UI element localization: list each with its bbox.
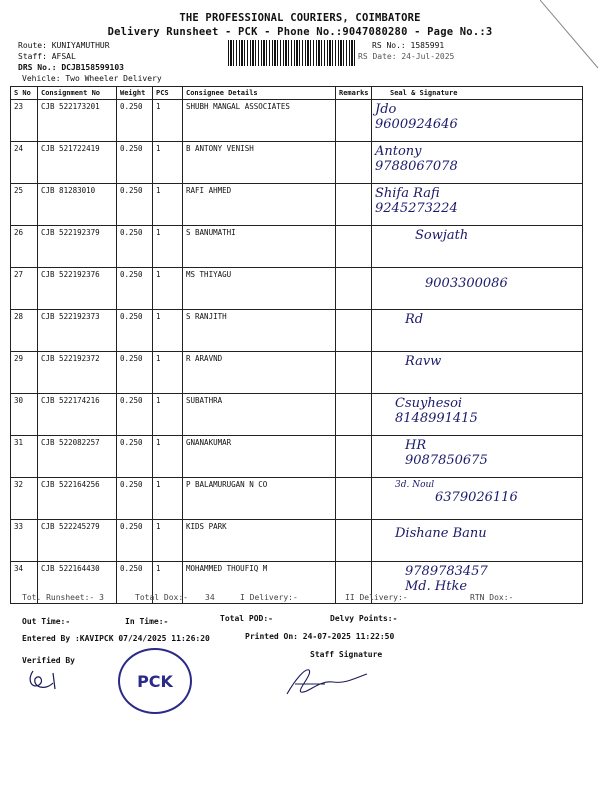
cell-consignment: CJB 522173201 [38, 100, 117, 142]
rs-date: RS Date: 24-Jul-2025 [358, 52, 455, 61]
cell-weight: 0.250 [117, 100, 153, 142]
cell-pcs: 1 [153, 310, 183, 352]
handwritten-signature: Antony [375, 144, 422, 159]
cell-pcs: 1 [153, 520, 183, 562]
handwritten-signature: Dishane Banu [395, 526, 487, 541]
handwritten-signature: HR [405, 438, 427, 453]
cell-remarks [336, 520, 372, 562]
table-row [11, 478, 583, 520]
cell-consignee: SUBATHRA [183, 394, 336, 436]
cell-consignee: SHUBH MANGAL ASSOCIATES [183, 100, 336, 142]
cell-remarks [336, 436, 372, 478]
cell-pcs: 1 [153, 562, 183, 604]
cell-consignee: S RANJITH [183, 310, 336, 352]
verifier-signature-mark [25, 665, 75, 695]
cell-pcs: 1 [153, 394, 183, 436]
cell-pcs: 1 [153, 268, 183, 310]
handwritten-signature: Csuyhesoi [395, 396, 463, 411]
handwritten-signature: 3d. Noul [395, 480, 435, 490]
cell-sno: 27 [11, 268, 38, 310]
table-header-row [11, 87, 583, 100]
cell-consignment: CJB 522082257 [38, 436, 117, 478]
cell-consignment: CJB 522192373 [38, 310, 117, 352]
cell-consignment: CJB 522192379 [38, 226, 117, 268]
cell-consignment: CJB 522245279 [38, 520, 117, 562]
cell-remarks [336, 394, 372, 436]
handwritten-signature: Rd [405, 312, 424, 327]
cell-consignee: MOHAMMED THOUFIQ M [183, 562, 336, 604]
table-row [11, 394, 583, 436]
col-header-remarks: Remarks [336, 87, 372, 100]
cell-weight: 0.250 [117, 352, 153, 394]
handwritten-phone: 9245273224 [375, 201, 458, 216]
cell-weight: 0.250 [117, 394, 153, 436]
cell-weight: 0.250 [117, 520, 153, 562]
cell-weight: 0.250 [117, 310, 153, 352]
table-row [11, 352, 583, 394]
cell-consignee: P BALAMURUGAN N CO [183, 478, 336, 520]
cell-sno: 34 [11, 562, 38, 604]
cell-sno: 28 [11, 310, 38, 352]
cell-signature [372, 394, 583, 436]
cell-consignee: MS THIYAGU [183, 268, 336, 310]
cell-consignment: CJB 522164256 [38, 478, 117, 520]
cell-sno: 24 [11, 142, 38, 184]
cell-weight: 0.250 [117, 478, 153, 520]
cell-sno: 33 [11, 520, 38, 562]
cell-consignee: RAFI AHMED [183, 184, 336, 226]
cell-signature [372, 142, 583, 184]
cell-weight: 0.250 [117, 268, 153, 310]
cell-consignee: S BANUMATHI [183, 226, 336, 268]
rs-number: RS No.: 1585991 [372, 41, 445, 50]
cell-signature [372, 310, 583, 352]
cell-sno: 32 [11, 478, 38, 520]
cell-pcs: 1 [153, 184, 183, 226]
table-row [11, 100, 583, 142]
handwritten-phone: 9087850675 [405, 453, 488, 468]
table-row [11, 436, 583, 478]
total-runsheet: Tot. Runsheet:- 3 [22, 593, 104, 602]
cell-pcs: 1 [153, 100, 183, 142]
second-delivery-label: II Delivery:- [345, 593, 408, 602]
handwritten-phone: 6379026116 [435, 490, 518, 505]
cell-consignee: GNANAKUMAR [183, 436, 336, 478]
cell-remarks [336, 268, 372, 310]
cell-sno: 26 [11, 226, 38, 268]
table-row [11, 520, 583, 562]
handwritten-signature: Md. Htke [405, 579, 468, 594]
cell-pcs: 1 [153, 352, 183, 394]
cell-signature [372, 436, 583, 478]
col-header-pcs: PCS [153, 87, 183, 100]
cell-sno: 25 [11, 184, 38, 226]
staff-label: Staff: AFSAL [18, 52, 76, 61]
cell-pcs: 1 [153, 478, 183, 520]
cell-consignment: CJB 522192372 [38, 352, 117, 394]
cell-weight: 0.250 [117, 562, 153, 604]
vehicle-label: Vehicle: Two Wheeler Delivery [22, 74, 162, 83]
col-header-weight: Weight [117, 87, 153, 100]
cell-signature [372, 268, 583, 310]
cell-consignment: CJB 81283010 [38, 184, 117, 226]
cell-weight: 0.250 [117, 184, 153, 226]
cell-consignee: KIDS PARK [183, 520, 336, 562]
cell-weight: 0.250 [117, 142, 153, 184]
cell-signature [372, 520, 583, 562]
handwritten-phone: 9788067078 [375, 159, 458, 174]
total-pod-label: Total POD:- [220, 614, 273, 623]
cell-pcs: 1 [153, 142, 183, 184]
runsheet-subtitle: Delivery Runsheet - PCK - Phone No.:9047080280 - Page No.:3 [107, 26, 493, 38]
cell-weight: 0.250 [117, 226, 153, 268]
in-time-label: In Time:- [125, 617, 169, 626]
cell-signature [372, 352, 583, 394]
route-label: Route: KUNIYAMUTHUR [18, 41, 110, 50]
cell-consignment: CJB 522164430 [38, 562, 117, 604]
handwritten-signature: Jdo [375, 102, 397, 117]
barcode-image [228, 40, 356, 66]
cell-signature [372, 184, 583, 226]
verified-by-label: Verified By [22, 656, 75, 665]
handwritten-signature: Shifa Rafi [375, 186, 440, 201]
col-header-signature: Seal & Signature [372, 87, 583, 100]
handwritten-phone: 9789783457 [405, 564, 488, 579]
cell-weight: 0.250 [117, 436, 153, 478]
col-header-consignment: Consignment No [38, 87, 117, 100]
cell-pcs: 1 [153, 436, 183, 478]
cell-pcs: 1 [153, 226, 183, 268]
cell-remarks [336, 310, 372, 352]
out-time-label: Out Time:- [22, 617, 71, 626]
cell-remarks [336, 478, 372, 520]
cell-remarks [336, 352, 372, 394]
drs-number: DRS No.: DCJB158599103 [18, 63, 124, 72]
cell-signature [372, 100, 583, 142]
total-dox-value: 34 [205, 593, 215, 602]
first-delivery-label: I Delivery:- [240, 593, 298, 602]
staff-signature-label: Staff Signature [310, 650, 383, 659]
rtn-dox-label: RTN Dox:- [470, 593, 514, 602]
delvy-points-label: Delvy Points:- [330, 614, 398, 623]
cell-remarks [336, 184, 372, 226]
cell-remarks [336, 226, 372, 268]
cell-remarks [336, 100, 372, 142]
cell-consignment: CJB 522192376 [38, 268, 117, 310]
cell-remarks [336, 142, 372, 184]
col-header-sno: S No [11, 87, 38, 100]
col-header-consignee: Consignee Details [183, 87, 336, 100]
table-row [11, 310, 583, 352]
cell-signature [372, 478, 583, 520]
table-row [11, 142, 583, 184]
total-dox-label: Total Dox:- [135, 593, 188, 602]
handwritten-phone: 8148991415 [395, 411, 478, 426]
document-title: THE PROFESSIONAL COURIERS, COIMBATORE [179, 12, 421, 24]
pck-stamp: PCK [118, 648, 192, 714]
handwritten-signature: Sowjath [415, 228, 469, 243]
cell-consignment: CJB 522174216 [38, 394, 117, 436]
table-row [11, 268, 583, 310]
cell-sno: 23 [11, 100, 38, 142]
cell-sno: 31 [11, 436, 38, 478]
entered-by: Entered By :KAVIPCK 07/24/2025 11:26:20 [22, 634, 210, 643]
cell-sno: 30 [11, 394, 38, 436]
handwritten-phone: 9600924646 [375, 117, 458, 132]
page-fold-mark [540, 0, 600, 70]
table-row [11, 226, 583, 268]
printed-on: Printed On: 24-07-2025 11:22:50 [245, 632, 395, 641]
cell-consignment: CJB 521722419 [38, 142, 117, 184]
cell-consignee: B ANTONY VENISH [183, 142, 336, 184]
cell-sno: 29 [11, 352, 38, 394]
runsheet-table [10, 86, 583, 604]
handwritten-phone: 9003300086 [425, 276, 508, 291]
staff-signature-mark [275, 660, 375, 700]
cell-consignee: R ARAVND [183, 352, 336, 394]
cell-signature [372, 226, 583, 268]
handwritten-signature: Ravw [405, 354, 442, 369]
table-row [11, 184, 583, 226]
